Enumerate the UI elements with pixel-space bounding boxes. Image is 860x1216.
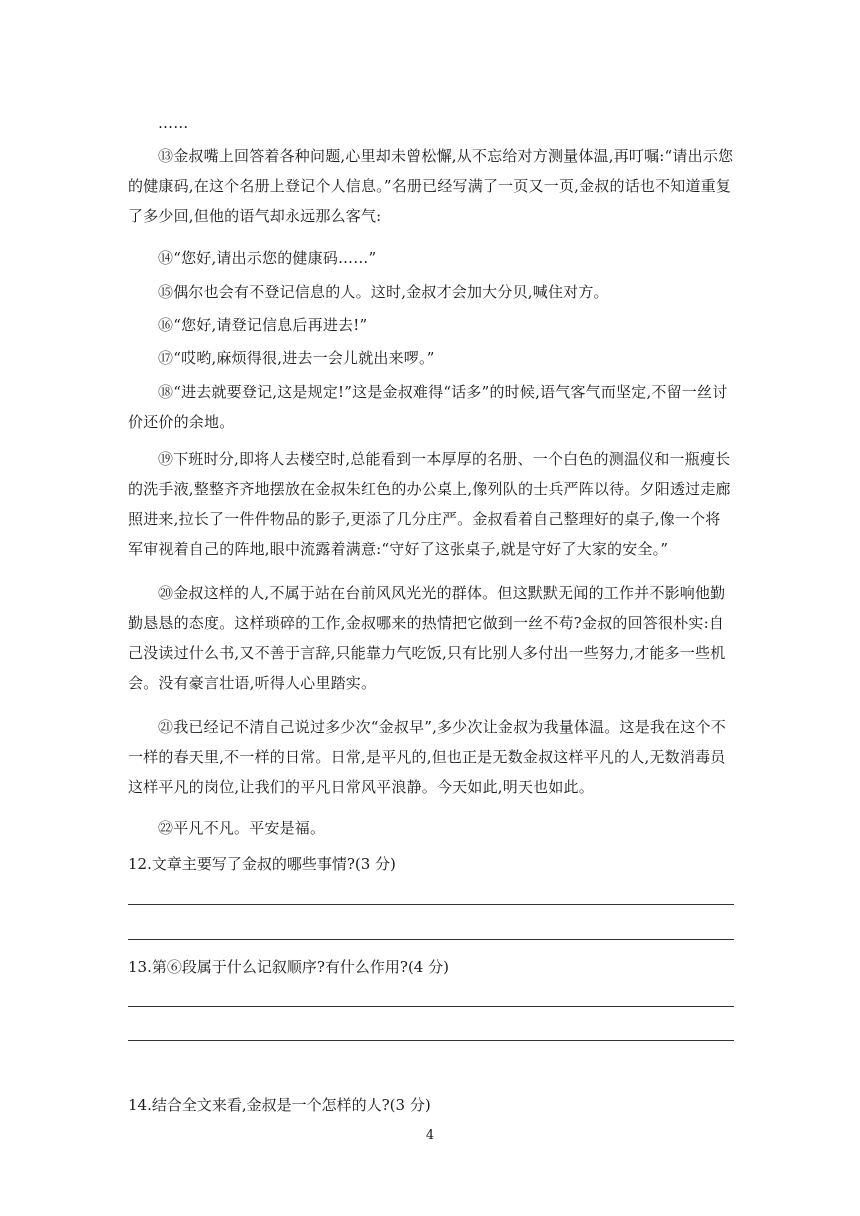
paragraph-22: ㉒平凡不凡。平安是福。 [158, 819, 326, 837]
answer-line [128, 904, 734, 905]
page-number: 4 [425, 1128, 435, 1143]
paragraph-15: ⑮偶尔也会有不登记信息的人。这时,金叔才会加大分贝,喊住对方。 [158, 283, 609, 301]
paragraph-17: ⑰“哎哟,麻烦得很,进去一会儿就出来啰。” [158, 349, 435, 367]
paragraph-19: ⑲下班时分,即将人去楼空时,总能看到一本厚厚的名册、一个白色的测温仪和一瓶瘦长的洗手液,整整齐齐地摆放在金叔朱红色的办公桌上,像列队的士兵严阵以待。夕阳透过走廊照进来,拉长了一件件物品的影子,更添了几分庄严。金叔看着自己整理好的桌子,像一个将军审视着自己的阵地,眼中流露着满意:“守好了这张桌子,就是守好了大家的安全。” [128, 450, 731, 558]
answer-line [128, 1040, 734, 1041]
answer-line [128, 1006, 734, 1007]
question-14: 14.结合全文来看,金叔是一个怎样的人?(3 分) [128, 1096, 431, 1114]
answer-line [128, 939, 734, 940]
paragraph-16: ⑯“您好,请登记信息后再进去!” [158, 316, 368, 334]
paragraph-14: ⑭“您好,请出示您的健康码……” [158, 249, 377, 267]
question-12: 12.文章主要写了金叔的哪些事情?(3 分) [128, 855, 396, 873]
paragraph-13: ⑬金叔嘴上回答着各种问题,心里却未曾松懈,从不忘给对方测量体温,再叮嘱:“请出示您的健康码,在这个名册上登记个人信息。”名册已经写满了一页又一页,金叔的话也不知道重复了多少回,但他的语气却永远那么客气: [128, 147, 734, 225]
question-13: 13.第⑥段属于什么记叙顺序?有什么作用?(4 分) [128, 958, 449, 976]
ellipsis-paragraph: …… [158, 114, 189, 132]
paragraph-21: ㉑我已经记不清自己说过多少次“金叔早”,多少次让金叔为我量体温。这是我在这个不一样的春天里,不一样的日常。日常,是平凡的,但也正是无数金叔这样平凡的人,无数消毒员这样平凡的岗位,让我们的平凡日常风平浪静。今天如此,明天也如此。 [128, 718, 726, 796]
paragraph-20: ⑳金叔这样的人,不属于站在台前风风光光的群体。但这默默无闻的工作并不影响他勤勤恳恳的态度。这样琐碎的工作,金叔哪来的热情把它做到一丝不苟?金叔的回答很朴实:自己没读过什么书,又不善于言辞,只能靠力气吃饭,只有比别人多付出一些努力,才能多一些机会。没有豪言壮语,听得人心里踏实。 [128, 584, 726, 692]
paragraph-18: ⑱“进去就要登记,这是规定!”这是金叔难得“话多”的时候,语气客气而坚定,不留一丝讨价还价的余地。 [128, 383, 728, 431]
